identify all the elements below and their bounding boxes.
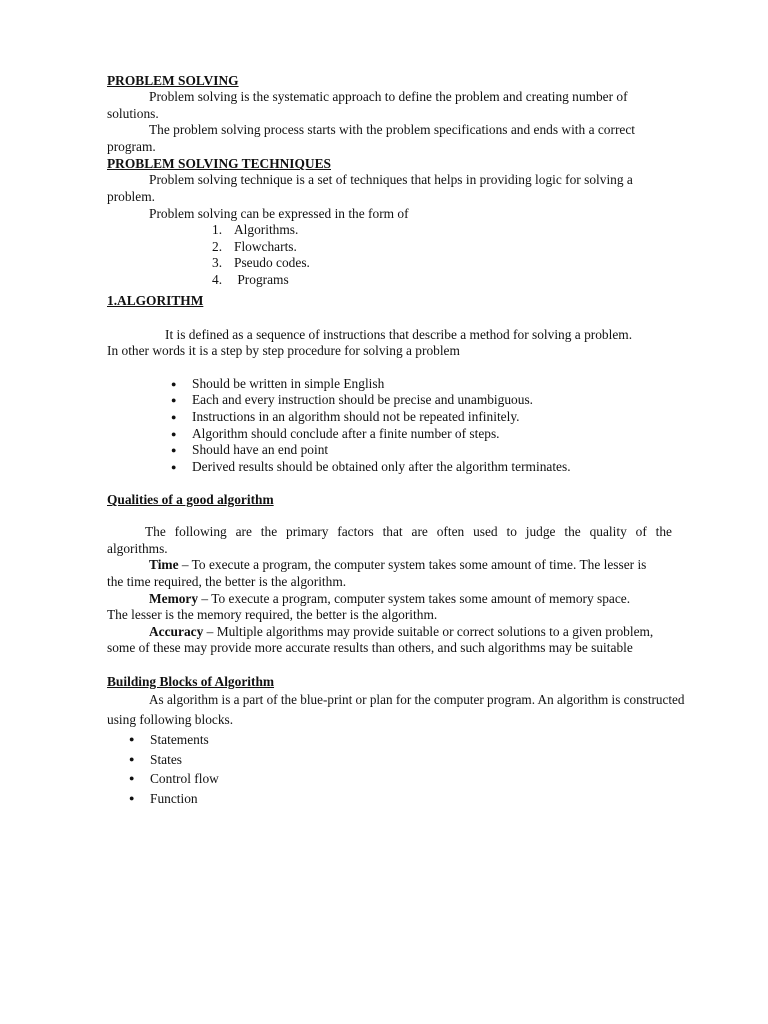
term-time: Time [149, 557, 179, 573]
paragraph-line: – To execute a program, the computer system takes some amount of time. The lesser is [178, 557, 647, 573]
list-item [212, 255, 672, 272]
paragraph-continuation: In other words it is a step by step procedure for solving a problem [107, 343, 460, 359]
list-item [107, 459, 672, 476]
techniques-list [107, 222, 672, 288]
list-item [107, 769, 672, 789]
list-text: Function [150, 790, 198, 806]
paragraph: It is defined as a sequence of instructions that describe a method for solving a problem. [165, 326, 633, 342]
list-text: Each and every instruction should be precise and unambiguous. [192, 392, 533, 408]
list-text: Programs [234, 271, 289, 287]
list-text: Derived results should be obtained only after the algorithm terminates. [192, 458, 571, 474]
list-text: Statements [150, 732, 209, 748]
bullet-icon: ● [171, 378, 177, 389]
heading-algorithm: 1.ALGORITHM [107, 292, 204, 308]
bullet-icon: ● [129, 734, 135, 745]
building-blocks-list [107, 730, 672, 808]
paragraph-line: Problem solving is the systematic approach to define the problem and creating number of [149, 89, 628, 104]
paragraph [107, 89, 672, 106]
list-text: States [150, 751, 182, 767]
list-text: Algorithm should conclude after a finite number of steps. [192, 425, 500, 441]
list-text: Control flow [150, 771, 219, 787]
paragraph-line: The problem solving process starts with the problem specifications and ends with a correct [149, 122, 636, 138]
list-text: Should have an end point [192, 442, 329, 458]
paragraph-time [107, 557, 672, 574]
list-number: 4. [212, 271, 223, 287]
paragraph: Problem solving can be expressed in the form of [149, 205, 409, 221]
algorithm-properties-list [107, 376, 672, 476]
bullet-icon: ● [171, 445, 177, 456]
heading-problem-solving-techniques: PROBLEM SOLVING TECHNIQUES [107, 156, 331, 172]
bullet-icon: ● [171, 395, 177, 406]
paragraph-line: – Multiple algorithms may provide suitable or correct solutions to a given problem, [203, 623, 654, 639]
heading-building-blocks: Building Blocks of Algorithm [107, 674, 275, 690]
paragraph-continuation: using following blocks. [107, 712, 234, 728]
term-memory: Memory [149, 590, 199, 606]
paragraph-line: Problem solving technique is a set of techniques that helps in providing logic for solving a [149, 172, 633, 188]
bullet-icon: ● [129, 773, 135, 784]
bullet-icon: ● [129, 753, 135, 764]
list-text: Flowcharts. [234, 238, 297, 254]
paragraph-continuation: some of these may provide more accurate results than others, and such algorithms may be suitable [107, 640, 633, 656]
paragraph: As algorithm is a part of the blue-print or plan for the computer program. An algorithm is constructed [149, 692, 685, 708]
bullet-icon: ● [171, 428, 177, 439]
list-item [107, 789, 672, 809]
paragraph-continuation: program. [107, 138, 156, 154]
list-number: 1. [212, 222, 223, 238]
paragraph-continuation: the time required, the better is the algorithm. [107, 574, 347, 590]
bullet-icon: ● [171, 411, 177, 422]
list-text: Algorithms. [234, 222, 299, 238]
list-item [107, 442, 672, 459]
paragraph-memory [107, 591, 672, 608]
paragraph-continuation: problem. [107, 188, 155, 204]
list-item [107, 750, 672, 770]
list-item [107, 392, 672, 409]
list-item [212, 222, 672, 239]
list-item [107, 376, 672, 393]
paragraph [107, 122, 672, 139]
bullet-icon: ● [129, 792, 135, 803]
term-accuracy: Accuracy [149, 623, 204, 639]
list-item [212, 239, 672, 256]
paragraph-line: – To execute a program, computer system takes some amount of memory space. [198, 590, 631, 606]
paragraph [107, 172, 672, 189]
heading-problem-solving: PROBLEM SOLVING [107, 73, 239, 88]
list-number: 2. [212, 238, 223, 254]
document-page [107, 72, 685, 808]
paragraph-continuation: algorithms. [107, 540, 168, 556]
heading-qualities: Qualities of a good algorithm [107, 492, 274, 508]
list-item [107, 409, 672, 426]
list-text: Instructions in an algorithm should not be repeated infinitely. [192, 408, 520, 424]
list-text: Pseudo codes. [234, 255, 310, 271]
list-item [107, 730, 672, 750]
list-text: Should be written in simple English [192, 375, 385, 391]
paragraph-accuracy [107, 624, 672, 641]
bullet-icon: ● [171, 461, 177, 472]
paragraph-continuation: The lesser is the memory required, the better is the algorithm. [107, 607, 438, 623]
paragraph: The following are the primary factors that are often used to judge the quality of the [145, 524, 672, 540]
list-number: 3. [212, 255, 223, 271]
paragraph-continuation: solutions. [107, 105, 159, 121]
list-item [212, 272, 672, 289]
list-item [107, 426, 672, 443]
